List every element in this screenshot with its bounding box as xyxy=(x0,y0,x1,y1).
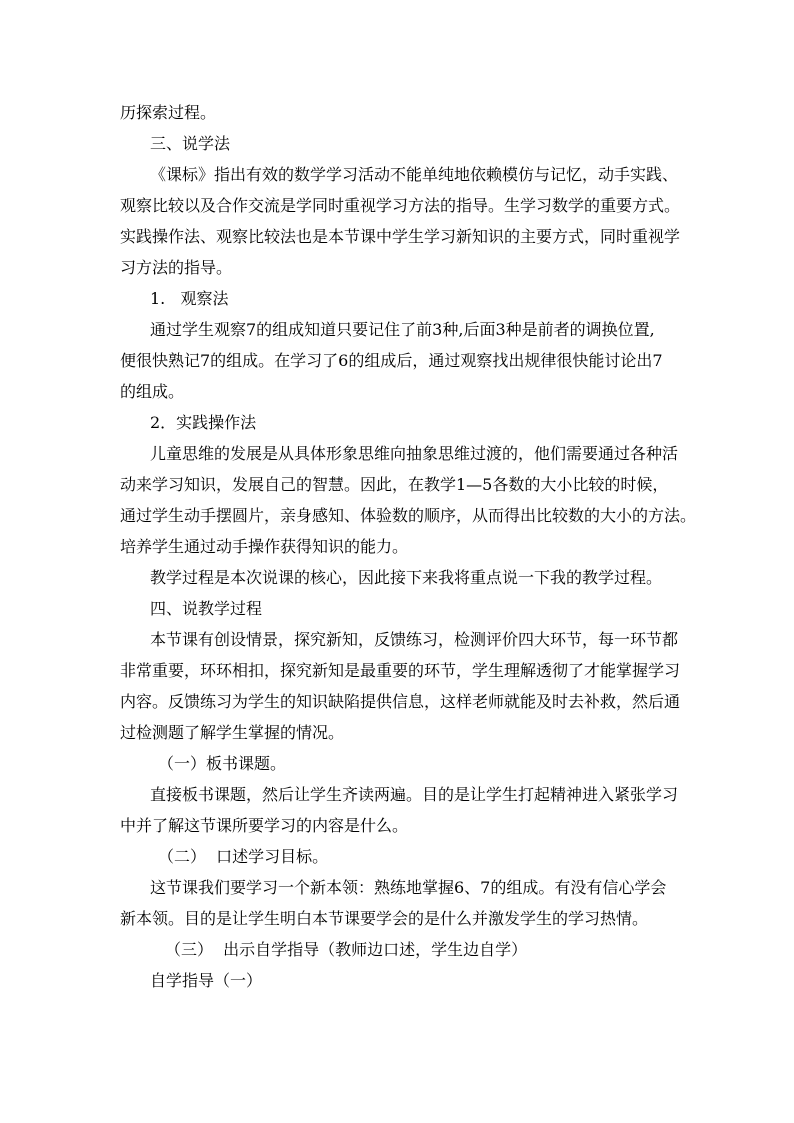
document-body xyxy=(120,97,697,996)
paragraph-line: 过检测题了解学生掌握的情况。 xyxy=(120,723,345,742)
paragraph-line: 这节课我们要学习一个新本领：熟练地掌握6、7的组成。有没有信心学会 xyxy=(150,878,667,897)
paragraph-line: 通过学生观察7的组成知道只要记住了前3种,后面3种是前者的调换位置, xyxy=(150,320,655,339)
section-heading-teaching-process: 四、说教学过程 xyxy=(150,599,263,618)
paragraph-line: 培养学生通过动手操作获得知识的能力。 xyxy=(120,537,409,556)
paragraph-line: 通过学生动手摆圆片，亲身感知、体验数的顺序，从而得出比较数的大小的方法。 xyxy=(120,506,697,525)
subheading-write-title: （一）板书课题。 xyxy=(158,754,287,773)
paragraph-line: 新本领。目的是让学生明白本节课要学会的是什么并激发学生的学习热情。 xyxy=(120,909,649,928)
subheading-self-study-guidance: （三） 出示自学指导（教师边口述，学生边自学） xyxy=(165,940,528,959)
paragraph-line: 实践操作法、观察比较法也是本节课中学生学习新知识的主要方式，同时重视学 xyxy=(120,227,681,246)
paragraph-line: 中并了解这节课所要学习的内容是什么。 xyxy=(120,816,409,835)
paragraph-line: 本节课有创设情景，探究新知，反馈练习，检测评价四大环节，每一环节都 xyxy=(150,630,679,649)
section-heading-study-methods: 三、说学法 xyxy=(150,134,231,153)
paragraph-line: 的组成。 xyxy=(120,382,185,401)
subheading-observation-method: 1. 观察法 xyxy=(150,289,229,308)
paragraph-line: 《课标》指出有效的数学学习活动不能单纯地依赖模仿与记忆，动手实践、 xyxy=(150,165,679,184)
paragraph-line: 动来学习知识，发展自己的智慧。因此，在教学1—5各数的大小比较的时候， xyxy=(120,475,669,494)
paragraph-line: 内容。反馈练习为学生的知识缺陷提供信息，这样老师就能及时去补救，然后通 xyxy=(120,692,681,711)
subheading-practice-method: 2．实践操作法 xyxy=(150,413,257,432)
paragraph-line: 观察比较以及合作交流是学同时重视学习方法的指导。生学习数学的重要方式。 xyxy=(120,196,681,215)
paragraph-line: 习方法的指导。 xyxy=(120,258,233,277)
paragraph-line: 便很快熟记7的组成。在学习了6的组成后，通过观察找出规律很快能讨论出7 xyxy=(120,351,663,370)
paragraph-line: 儿童思维的发展是从具体形象思维向抽象思维过渡的，他们需要通过各种活 xyxy=(150,444,679,463)
paragraph-line: 历探索过程。 xyxy=(120,103,217,122)
paragraph-line: 教学过程是本次说课的核心，因此接下来我将重点说一下我的教学过程。 xyxy=(150,568,663,587)
paragraph-line: 非常重要，环环相扣，探究新知是最重要的环节，学生理解透彻了才能掌握学习 xyxy=(120,661,681,680)
subheading-learning-goals: （二） 口述学习目标。 xyxy=(158,847,329,866)
paragraph-line: 自学指导（一） xyxy=(150,971,263,990)
paragraph-line: 直接板书课题，然后让学生齐读两遍。目的是让学生打起精神进入紧张学习 xyxy=(150,785,679,804)
